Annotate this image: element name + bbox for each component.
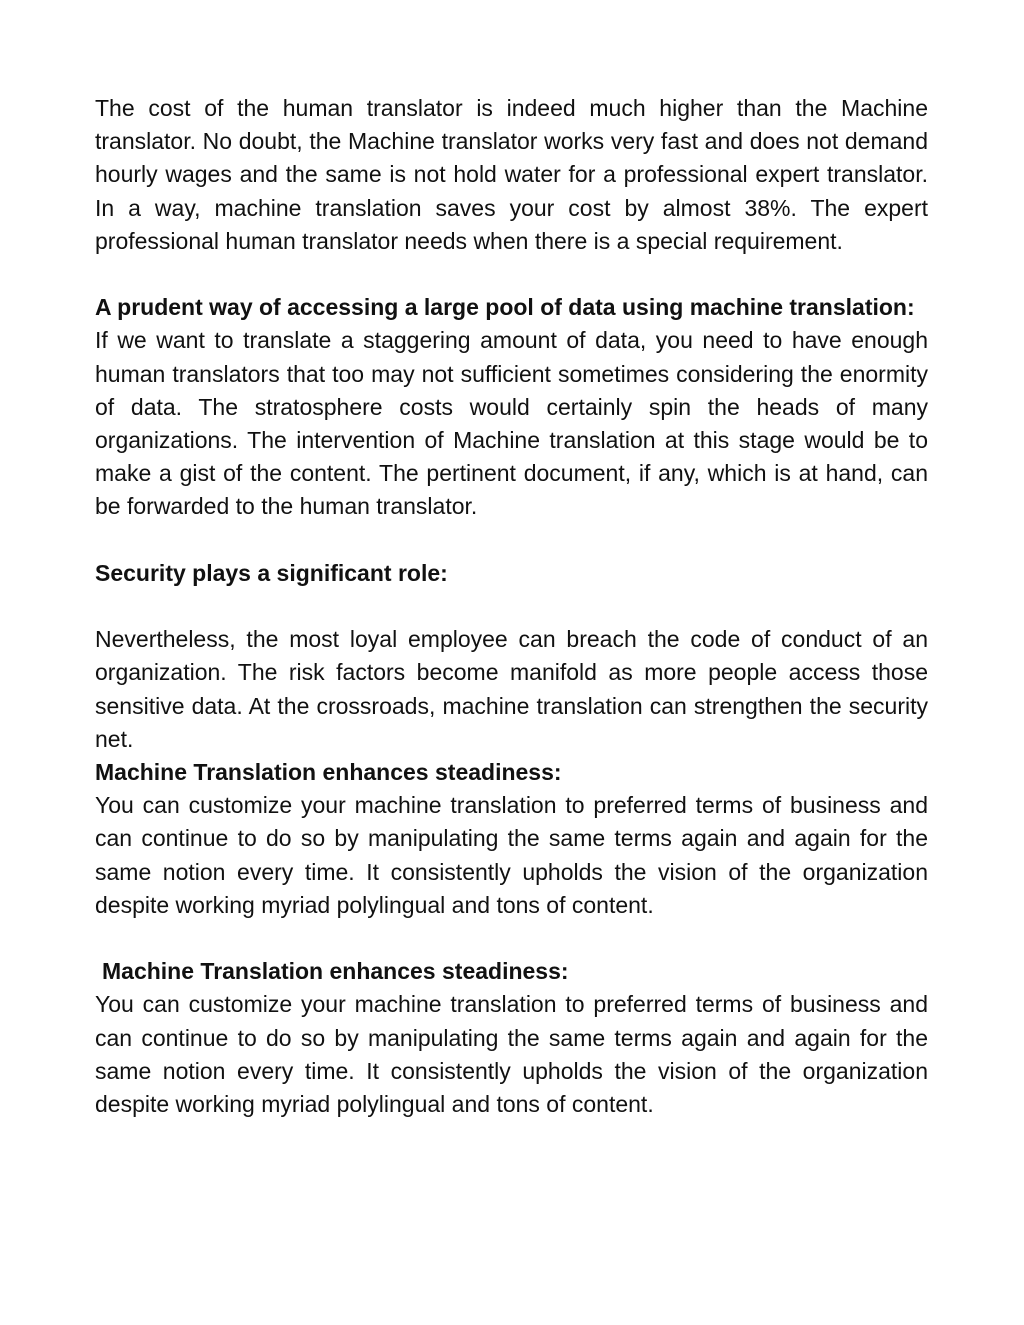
section-heading-data-pool: A prudent way of accessing a large pool of data using machine translation:	[95, 294, 915, 321]
section-paragraph-steadiness-repeat: You can customize your machine translation to preferred terms of business and can continue to do so by manipulating the same terms again and again for the same notion every time. It consistently upholds the vision of the organization despite working myriad polylingual and tons of content.	[95, 991, 928, 1118]
spacer	[95, 524, 928, 557]
spacer	[95, 258, 928, 291]
section-heading-steadiness: Machine Translation enhances steadiness:	[95, 759, 562, 786]
section-paragraph-security: Nevertheless, the most loyal employee can breach the code of conduct of an organization. The risk factors become manifold as more people access those sensitive data. At the crossroads, machine translation can strengthen the security net.	[95, 626, 928, 752]
spacer	[95, 590, 928, 623]
section-heading-security: Security plays a significant role:	[95, 559, 448, 586]
intro-paragraph: The cost of the human translator is indeed much higher than the Machine translator. No doubt, the Machine translator works very fast and does not demand hourly wages and the same is not hold water for a professional expert translator. In a way, machine translation saves your cost by almost 38%. The expert professional human translator needs when there is a special requirement.	[95, 95, 928, 254]
section-paragraph-data-pool: If we want to translate a staggering amount of data, you need to have enough human translators that too may not sufficient sometimes considering the enormity of data. The stratosphere costs would certainly spin the heads of many organizations. The intervention of Machine translation at this stage would be to make a gist of the content. The pertinent document, if any, which is at hand, can be forwarded to the human translator.	[95, 327, 928, 520]
section-heading-steadiness-repeat: Machine Translation enhances steadiness:	[102, 958, 569, 985]
section-paragraph-steadiness: You can customize your machine translation to preferred terms of business and can continue to do so by manipulating the same terms again and again for the same notion every time. It consistently upholds the vision of the organization despite working myriad polylingual and tons of content.	[95, 792, 928, 918]
document-page	[95, 92, 928, 1121]
spacer	[95, 922, 928, 955]
